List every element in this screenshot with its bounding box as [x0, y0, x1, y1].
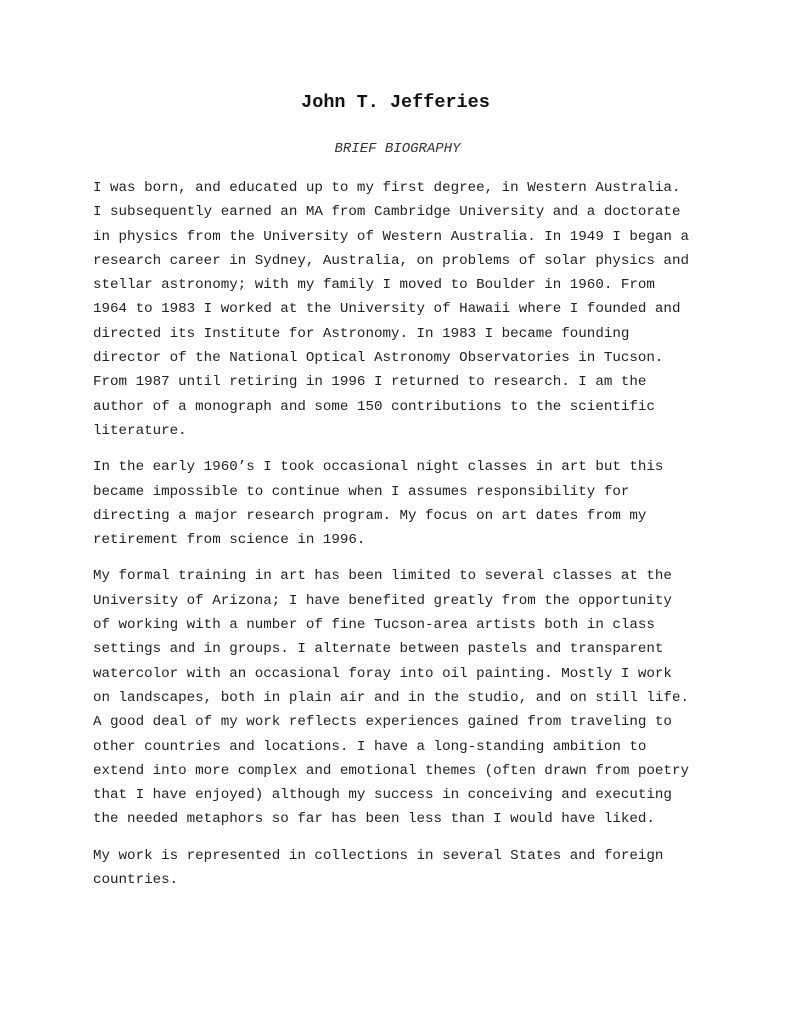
text-line: I subsequently earned an MA from Cambridge University and a doctorate: [93, 204, 681, 221]
text-line: retirement from science in 1996.: [93, 532, 366, 549]
text-line: became impossible to continue when I assumes responsibility for: [93, 483, 630, 500]
text-line: My formal training in art has been limited to several classes at the: [93, 568, 672, 585]
text-line: 1964 to 1983 I worked at the University of Hawaii where I founded and: [93, 301, 681, 318]
paragraph: [93, 844, 713, 893]
text-line: I was born, and educated up to my first degree, in Western Australia.: [93, 180, 681, 196]
text-line: From 1987 until retiring in 1996 I returned to research. I am the: [93, 374, 647, 391]
document-subtitle: BRIEF BIOGRAPHY: [334, 141, 461, 157]
text-line: of working with a number of fine Tucson-area artists both in class: [93, 617, 655, 634]
text-line: watercolor with an occasional foray into oil painting. Mostly I work: [93, 665, 672, 682]
paragraph: [93, 176, 713, 443]
text-line: in physics from the University of Western Australia. In 1949 I began a: [93, 228, 689, 245]
text-line: research career in Sydney, Australia, on problems of solar physics and: [93, 252, 689, 269]
text-line: stellar astronomy; with my family I moved to Boulder in 1960. From: [93, 277, 655, 294]
text-line: the needed metaphors so far has been less than I would have liked.: [93, 811, 655, 828]
text-line: countries.: [93, 872, 179, 889]
text-line: author of a monograph and some 150 contributions to the scientific: [93, 398, 655, 415]
text-line: that I have enjoyed) although my success in conceiving and executing: [93, 787, 672, 804]
text-line: My work is represented in collections in several States and foreign: [93, 847, 664, 864]
text-line: directed its Institute for Astronomy. In 1983 I became founding: [93, 325, 630, 342]
document-body: [93, 176, 713, 904]
text-line: directing a major research program. My focus on art dates from my: [93, 507, 647, 524]
text-line: literature.: [93, 422, 187, 439]
paragraph: [93, 564, 713, 831]
text-line: other countries and locations. I have a long-standing ambition to: [93, 738, 647, 755]
text-line: A good deal of my work reflects experiences gained from traveling to: [93, 714, 672, 731]
document-title: John T. Jefferies: [301, 92, 490, 113]
text-line: In the early 1960’s I took occasional night classes in art but this: [93, 459, 664, 476]
text-line: director of the National Optical Astronomy Observatories in Tucson.: [93, 350, 664, 367]
paragraph: [93, 455, 713, 552]
text-line: settings and in groups. I alternate between pastels and transparent: [93, 641, 664, 658]
text-line: University of Arizona; I have benefited greatly from the opportunity: [93, 592, 672, 609]
text-line: on landscapes, both in plain air and in the studio, and on still life.: [93, 689, 689, 706]
text-line: extend into more complex and emotional themes (often drawn from poetry: [93, 762, 689, 779]
